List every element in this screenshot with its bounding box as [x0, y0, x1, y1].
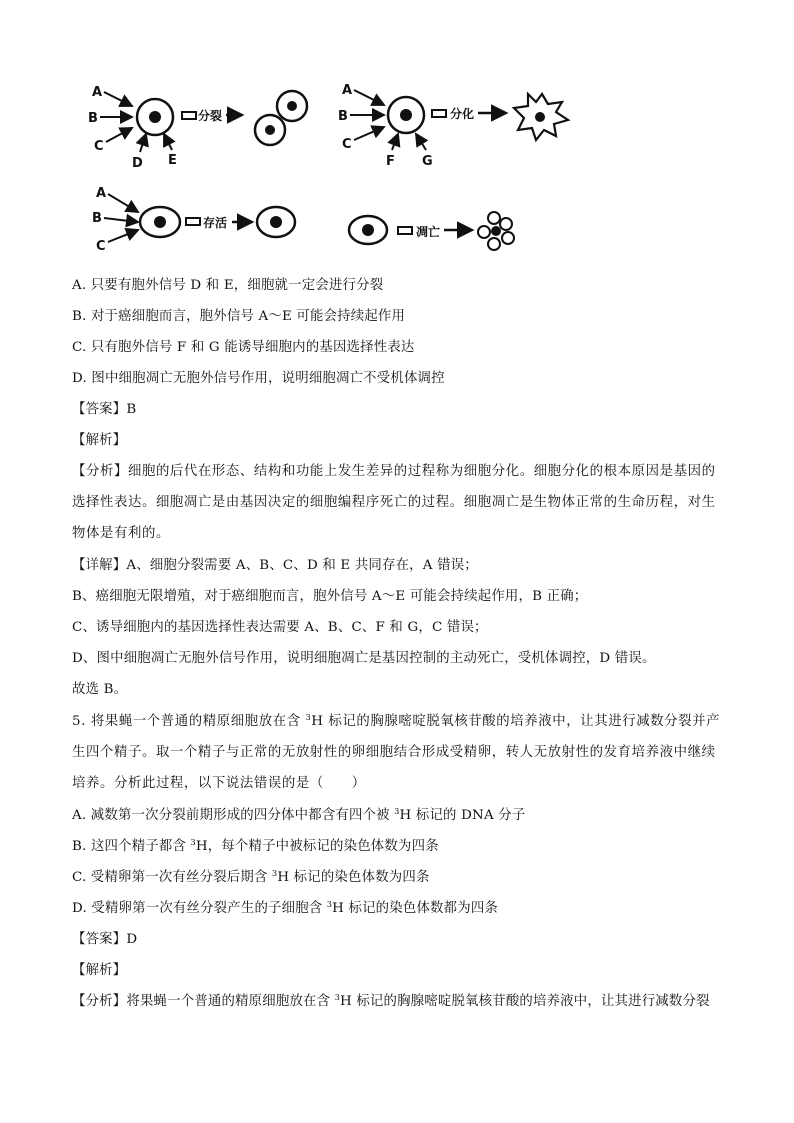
signal-label: C [96, 239, 106, 254]
q4-conclusion: 故选 B。 [72, 682, 128, 697]
signal-label: B [338, 109, 348, 124]
q4-detail-b: B、癌细胞无限增殖，对于癌细胞而言，胞外信号 A～E 可能会持续起作用，B 正确； [72, 589, 588, 604]
q5-stem: 5. 将果蝇一个普通的精原细胞放在含 $^3$H 标记的胸腺嘧啶脱氧核苷酸的培养液中，让其进行减数分裂并产生四个精子。取一个精子与正常的无放射性的卵细胞结合形成受精卵，转人无放射性的发育培养液中继续培养。分析此过程，以下说法错误的是（ ） [72, 713, 721, 791]
q5-option-a: A. 减数第一次分裂前期形成的四分体中都含有四个被 $^3$H 标记的 DNA 分子 [72, 807, 526, 823]
process-label: 分化 [450, 107, 475, 121]
signal-label: D [132, 156, 143, 171]
q5-analysis: 【分析】将果蝇一个普通的精原细胞放在含 $^3$H 标记的胸腺嘧啶脱氧核苷酸的培养液中，让其进行减数分裂 [72, 993, 710, 1009]
process-label: 存活 [203, 216, 228, 230]
panel-division [88, 85, 307, 171]
q4-detail-a: 【详解】A、细胞分裂需要 A、B、C、D 和 E 共同存在，A 错误； [72, 558, 478, 573]
q4-detail-d: D、图中细胞凋亡无胞外信号作用，说明细胞凋亡是基因控制的主动死亡，受机体调控，D 错误。 [72, 651, 656, 666]
q4-option-c: C. 只有胞外信号 F 和 G 能诱导细胞内的基因选择性表达 [72, 340, 415, 355]
q4-option-d: D. 图中细胞凋亡无胞外信号作用，说明细胞凋亡不受机体调控 [72, 371, 445, 386]
signal-label: G [422, 154, 433, 169]
q5-option-d: D. 受精卵第一次有丝分裂产生的子细胞含 $^3$H 标记的染色体数都为四条 [72, 900, 499, 916]
panel-apoptosis [349, 212, 514, 250]
signal-label: B [92, 211, 102, 226]
signal-label: B [88, 111, 98, 126]
q5-jiexi-heading: 【解析】 [72, 963, 127, 978]
q5-option-c: C. 受精卵第一次有丝分裂后期含 $^3$H 标记的染色体数为四条 [72, 869, 430, 885]
signal-label: F [386, 154, 395, 169]
signal-label: A [342, 83, 353, 98]
signal-label: A [96, 186, 107, 201]
q5-answer: 【答案】D [72, 932, 138, 947]
q4-option-a: A. 只要有胞外信号 D 和 E，细胞就一定会进行分裂 [72, 278, 384, 293]
signal-label: A [92, 85, 103, 100]
panel-survival [92, 186, 295, 254]
process-label: 凋亡 [416, 225, 441, 239]
q4-answer: 【答案】B [72, 402, 137, 417]
signal-label: C [342, 137, 352, 152]
cell-signal-figure [80, 72, 580, 262]
signal-label: C [94, 139, 104, 154]
q4-analysis: 【分析】细胞的后代在形态、结构和功能上发生差异的过程称为细胞分化。细胞分化的根本原因是基因的选择性表达。细胞凋亡是由基因决定的细胞编程序死亡的过程。细胞凋亡是生物体正常的生命历程，对生物体是有利的。 [72, 464, 716, 541]
q4-detail-c: C、诱导细胞内的基因选择性表达需要 A、B、C、F 和 G，C 错误； [72, 620, 488, 635]
q4-jiexi-heading: 【解析】 [72, 433, 127, 448]
process-label: 分裂 [198, 109, 223, 123]
apoptotic-cell [478, 212, 514, 250]
signal-label: E [168, 153, 177, 168]
panel-differentiation [338, 83, 568, 169]
q4-option-b: B. 对于癌细胞而言，胞外信号 A～E 可能会持续起作用 [72, 309, 406, 324]
q5-option-b: B. 这四个精子都含 $^3$H，每个精子中被标记的染色体数为四条 [72, 838, 439, 854]
